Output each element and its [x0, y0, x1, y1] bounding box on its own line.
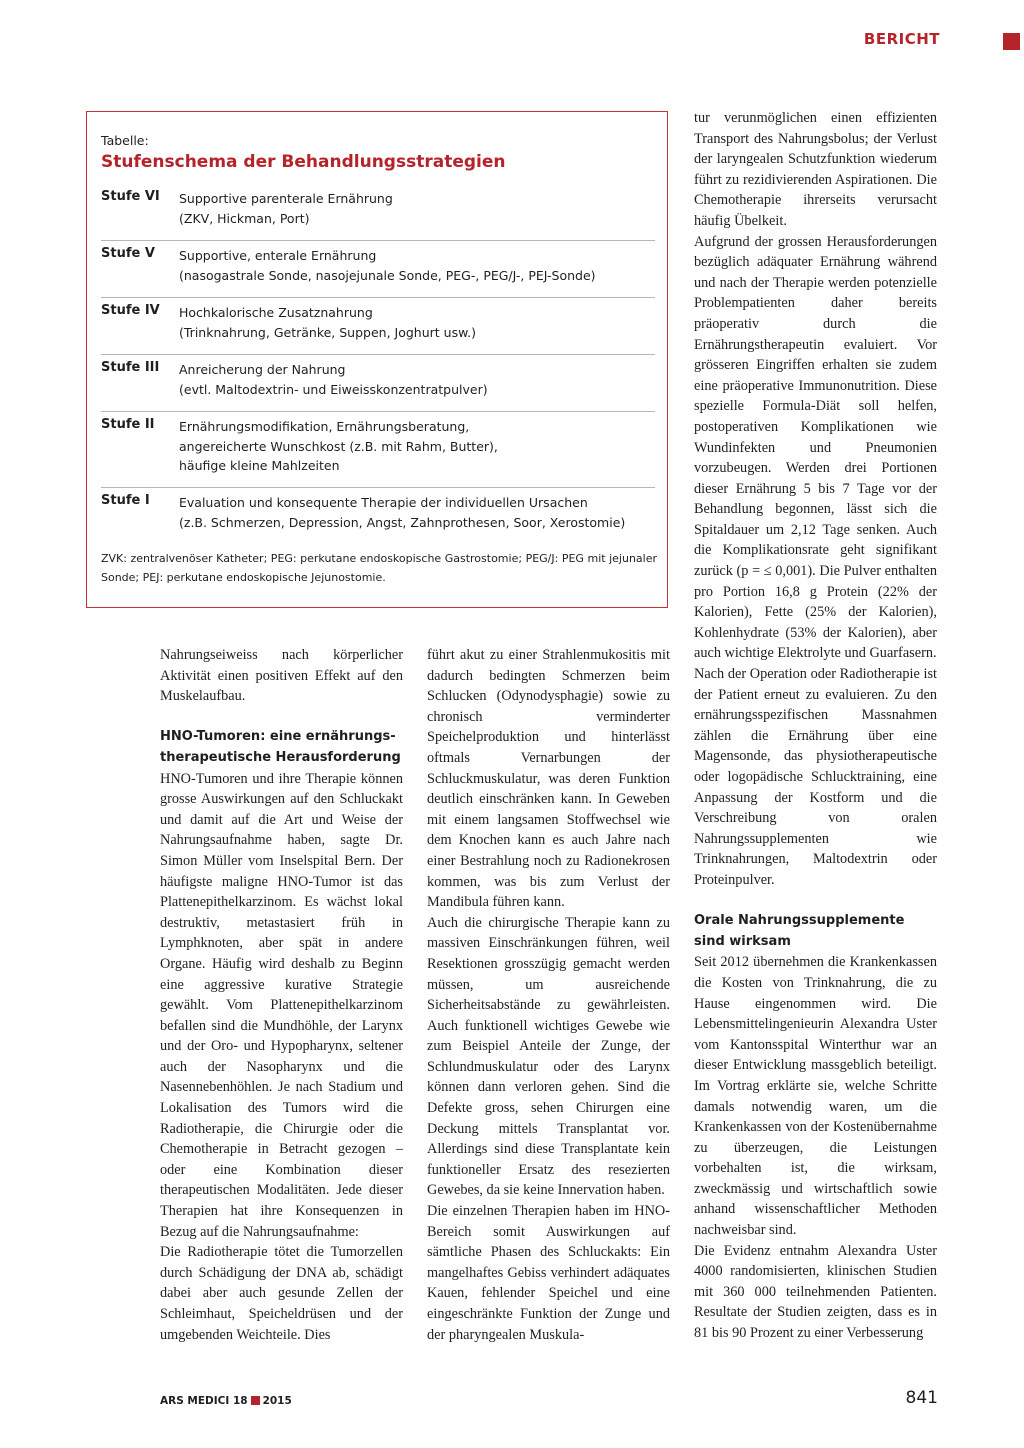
text-column-3 — [694, 108, 937, 1344]
table-box — [86, 111, 668, 608]
row-divider — [101, 240, 655, 241]
section-heading: Orale Nahrungssupplemente sind wirksam — [694, 913, 905, 949]
stage-description: Supportive parenterale Ernährung (ZKV, Hickman, Port) — [179, 191, 393, 226]
section-label: BERICHT — [863, 30, 940, 48]
text-column-1 — [160, 645, 403, 1345]
text-column-2 — [427, 645, 670, 1345]
paragraph: Aufgrund der grossen Herausforderungen bezüglich adäquater Ernährung während und nach der Therapie werden potenzielle Problempatienten daher bereits präoperativ durch die Ernährungstherapeutin evaluiert. Vor grösseren Eingriffen erhalten sie zudem eine präoperative Immunonutrition. Diese spezielle Formula-Diät soll helfen, postoperativen Komplikationen wie Wundinfekten und Pneumonien vorzubeugen. Werden drei Portionen dieser Ernährung 5 bis 7 Tage vor der Behandlung begonnen, lässt sich die Spitaldauer um 2,12 Tage senken. Auch die Komplikationsrate geht signifikant zurück (p = ≤ 0,001). Die Pulver enthalten pro Portion 16,8 g Protein (22% der Kalorien), Fette (25% der Kalorien), Kohlenhydrate (53% der Kalorien), aber auch wichtige Elektrolyte und Guarfasern. — [694, 233, 937, 662]
paragraph: Die einzelnen Therapien haben im HNO-Bereich somit Auswirkungen auf sämtliche Phasen des Schluckakts: Ein mangelhaftes Gebiss verhindert adäquates Kauen, fehlender Speichel und eine eingeschränkte Funktion der Zunge und der pharyngealen Muskula- — [427, 1203, 670, 1343]
paragraph: tur verunmöglichen einen effizienten Transport des Nahrungsbolus; der Verlust der laryngealen Schutzfunktion wiederum führt zu rezidivierenden Aspirationen. Die Chemotherapie ihrerseits verursacht häufig Übelkeit. — [694, 110, 937, 229]
paragraph: Nach der Operation oder Radiotherapie ist der Patient erneut zu evaluieren. Zu den ernährungsspezifischen Massnahmen zählen die Ernährung über eine Magensonde, das physiotherapeutische oder logopädische Schlucktraining, eine Anpassung der Kostform und die Verschreibung von oralen Nahrungssupplementen wie Trinknahrungen, Maltodextrin oder Proteinpulver. — [694, 666, 937, 888]
paragraph: führt akut zu einer Strahlenmukositis mit dadurch bedingten Schmerzen beim Schlucken (Odynodysphagie) sowie zu chronisch verminderter Speichelproduktion und hinterlässt oftmals Vernarbungen der Schluckmuskulatur, was deren Funktion deutlich einschränken kann. In Geweben mit einem langsamen Stoffwechsel wie dem Knochen kann es auch Jahre nach einer Bestrahlung noch zu Radionekrosen kommen, was bis zum Verlust der Mandibula führen kann. — [427, 647, 670, 911]
journal-name: ARS MEDICI 18 — [160, 1395, 248, 1407]
journal-year: 2015 — [262, 1395, 292, 1407]
stage-description: Ernährungsmodifikation, Ernährungsberatung, angereicherte Wunschkost (z.B. mit Rahm, Butter), häufige kleine Mahlzeiten — [179, 419, 498, 473]
stage-description: Hochkalorische Zusatznahrung (Trinknahrung, Getränke, Suppen, Joghurt usw.) — [179, 305, 477, 340]
table-kicker: Tabelle: — [101, 133, 149, 148]
page-number: 841 — [905, 1388, 938, 1408]
stage-description: Anreicherung der Nahrung (evtl. Maltodextrin- und Eiweisskonzentratpulver) — [179, 362, 488, 397]
table-footnote: ZVK: zentralvenöser Katheter; PEG: perkutane endoskopische Gastrostomie; PEG/J: PEG mit jejunaler Sonde; PEJ: perkutane endoskopische Jejunostomie. — [101, 552, 657, 584]
paragraph: HNO-Tumoren und ihre Therapie können grosse Auswirkungen auf den Schluckakt und damit auf die Art und Weise der Nahrungsaufnahme haben, sagte Dr. Simon Müller vom Inselspital Bern. Der häufigste maligne HNO-Tumor ist das Plattenepithelkarzinom. Es wächst lokal destruktiv, metastasiert früh in Lymphknoten, aber spät in andere Organe. Häufig wird deshalb zu Beginn eine aggressive kurative Strategie gewählt. Vom Plattenepithelkarzinom befallen sind die Mundhöhle, der Larynx und der Oro- und Hypopharynx, seltener auch der Nasopharynx und die Nasennebenhöhlen. Je nach Stadium und Lokalisation des Tumors wird die Radiotherapie, die Chirurgie oder die Chemotherapie in Betracht gezogen – oder eine Kombination dieser therapeutischen Modalitäten. Jede dieser Therapien hat ihre Konsequenzen in Bezug auf die Nahrungsaufnahme: — [160, 770, 403, 1240]
stage-label: Stufe IV — [101, 303, 160, 318]
paragraph: Seit 2012 übernehmen die Krankenkassen die Kosten von Trinknahrung, die zu Hause eingenommen wird. Die Lebensmittelingenieurin Alexandra Uster vom Kantonsspital Winterthur war an dieser Entwicklung massgeblich beteiligt. Im Vortrag erklärte sie, welche Schritte damals notwendig waren, um die Krankenkassen von der Kostenübernahme zu überzeugen, die Leistungen vorbehalten ist, die wirksam, zweckmässig und wirtschaftlich sowie anhand wissenschaftlicher Methoden nachweisbar sind. — [694, 954, 937, 1239]
stage-label: Stufe I — [101, 493, 150, 508]
row-divider — [101, 297, 655, 298]
table-title: Stufenschema der Behandlungsstrategien — [101, 152, 506, 172]
paragraph: Nahrungseiweiss nach körperlicher Aktivität einen positiven Effekt auf den Muskelaufbau. — [160, 647, 403, 705]
paragraph: Die Radiotherapie tötet die Tumorzellen durch Schädigung der DNA ab, schädigt dabei aber auch gesunde Zellen der Schleimhaut, Speicheldrüsen und der umgebenden Weichteile. Dies — [160, 1244, 403, 1343]
square-marker — [251, 1396, 260, 1405]
row-divider — [101, 411, 655, 412]
section-heading: HNO-Tumoren: eine ernährungs-therapeutische Herausforderung — [160, 729, 401, 765]
footer-journal — [160, 1395, 292, 1407]
section-marker — [1003, 33, 1020, 50]
stage-label: Stufe II — [101, 417, 155, 432]
stage-description: Evaluation und konsequente Therapie der individuellen Ursachen (z.B. Schmerzen, Depression, Angst, Zahnprothesen, Soor, Xerostomie) — [179, 495, 626, 530]
stage-description: Supportive, enterale Ernährung (nasogastrale Sonde, nasojejunale Sonde, PEG-, PEG/J-, PEJ-Sonde) — [179, 248, 596, 283]
row-divider — [101, 354, 655, 355]
stage-label: Stufe III — [101, 360, 160, 375]
stage-label: Stufe VI — [101, 189, 160, 204]
row-divider — [101, 487, 655, 488]
stage-label: Stufe V — [101, 246, 155, 261]
paragraph: Auch die chirurgische Therapie kann zu massiven Einschränkungen führen, weil Resektionen grosszügig gemacht werden müssen, um ausreichende Sicherheitsabstände zu gewährleisten. Auch funktionell wichtiges Gewebe wie zum Beispiel Anteile der Zunge, der Schlundmuskulatur oder des Larynx können dann verloren gehen. Sind die Defekte gross, sehen Chirurgen eine Deckung mittels Transplantat vor. Allerdings sind diese Transplantate kein funktioneller Ersatz des resezierten Gewebes, da sie keine Innervation haben. — [427, 914, 670, 1199]
paragraph: Die Evidenz entnahm Alexandra Uster 4000 randomisierten, klinischen Studien mit 360 000 teilnehmenden Patienten. Resultate der Studien zeigten, dass es in 81 bis 90 Prozent zu einer Verbesserung — [694, 1242, 937, 1342]
